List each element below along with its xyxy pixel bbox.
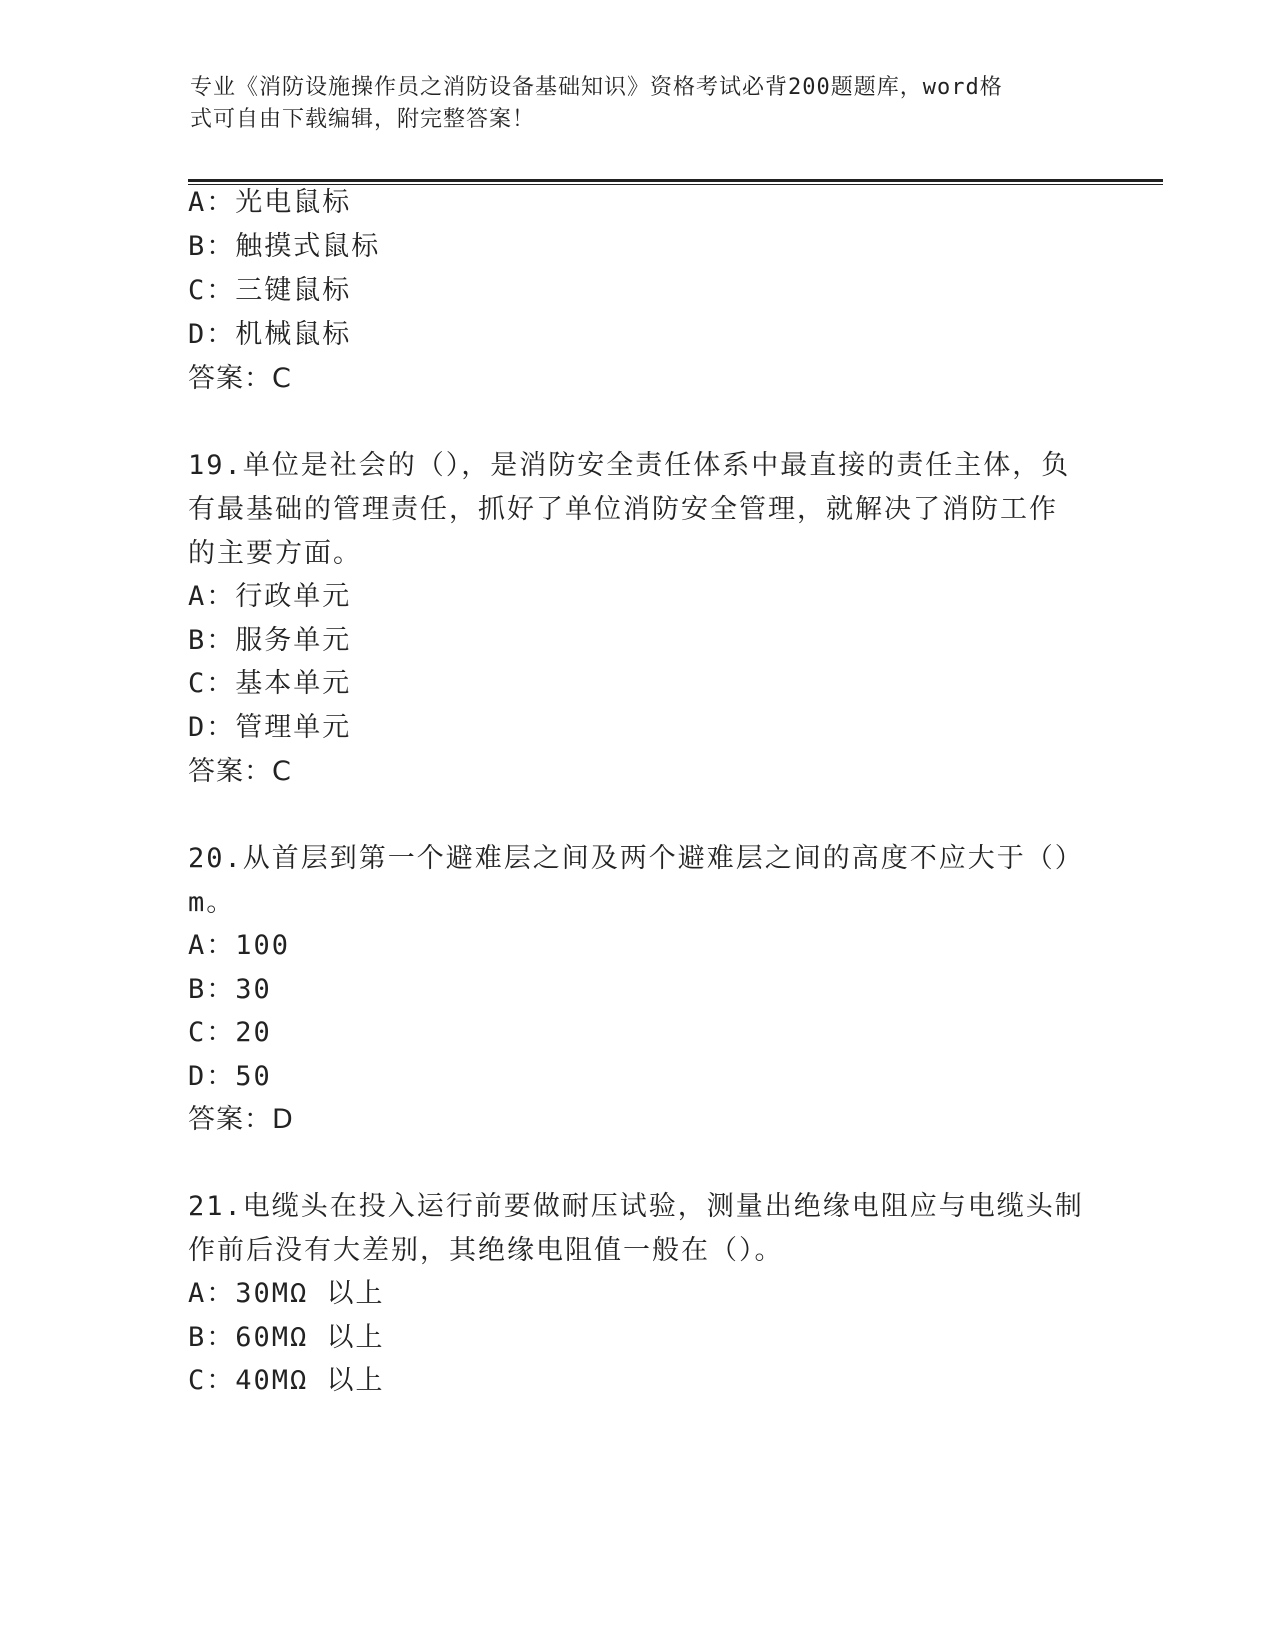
q19-stem-line-1: 19.单位是社会的（），是消防安全责任体系中最直接的责任主体，负 — [188, 450, 1071, 481]
q19-option-d: D：管理单元 — [188, 712, 352, 743]
q18-option-a: A：光电鼠标 — [188, 187, 352, 218]
q21-option-c: C：40MΩ 以上 — [188, 1365, 385, 1396]
q20-option-c: C：20 — [188, 1017, 272, 1048]
q18-option-c: C：三键鼠标 — [188, 275, 352, 306]
q18-option-b: B：触摸式鼠标 — [188, 231, 381, 262]
document-header — [190, 72, 1070, 136]
q19-option-b: B：服务单元 — [188, 625, 352, 656]
q19-answer: 答案：C — [188, 756, 292, 787]
header-line-1: 专业《消防设施操作员之消防设备基础知识》资格考试必背200题题库，word格 — [190, 75, 1003, 100]
q19-stem-line-3: 的主要方面。 — [188, 538, 362, 569]
q19-option-c: C：基本单元 — [188, 668, 352, 699]
q20-answer: 答案：D — [188, 1104, 294, 1135]
q21-option-a: A：30MΩ 以上 — [188, 1278, 385, 1309]
q18-answer: 答案：C — [188, 363, 292, 394]
q20-option-a: A：100 — [188, 930, 291, 961]
q21-stem-line-1: 21.电缆头在投入运行前要做耐压试验，测量出绝缘电阻应与电缆头制 — [188, 1191, 1084, 1222]
header-divider — [188, 179, 1163, 182]
q18-option-d: D：机械鼠标 — [188, 319, 352, 350]
header-divider-thin — [188, 184, 1163, 185]
header-line-2: 式可自由下载编辑，附完整答案！ — [190, 107, 536, 132]
q21-option-b: B：60MΩ 以上 — [188, 1322, 385, 1353]
q19-option-a: A：行政单元 — [188, 581, 352, 612]
q21-stem-line-2: 作前后没有大差别，其绝缘电阻值一般在（）。 — [188, 1235, 784, 1266]
q20-stem-line-1: 20.从首层到第一个避难层之间及两个避难层之间的高度不应大于（） — [188, 843, 1084, 874]
q20-option-d: D：50 — [188, 1061, 272, 1092]
q20-stem-line-2: m。 — [188, 887, 236, 918]
q20-option-b: B：30 — [188, 974, 272, 1005]
q19-stem-line-2: 有最基础的管理责任，抓好了单位消防安全管理，就解决了消防工作 — [188, 494, 1058, 525]
